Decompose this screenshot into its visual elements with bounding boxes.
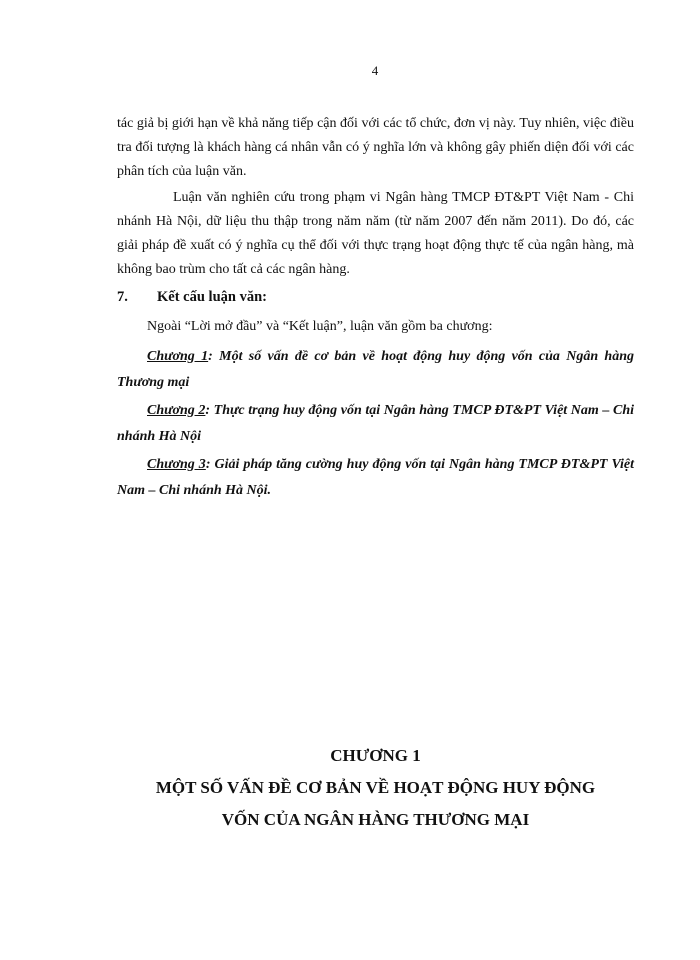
- section-title: Kết cấu luận văn:: [157, 289, 267, 305]
- paragraph-continuation: tác giả bị giới hạn về khả năng tiếp cận đối với các tổ chức, đơn vị này. Tuy nhiên, việc điều tra đối tượng là khách hàng cá nhân vẫn có ý nghĩa lớn và không gây phiến diện đối với các phân tích của luận văn.: [117, 116, 634, 179]
- chapter-heading: [117, 740, 634, 836]
- chapter-label-3: Chương 3: [147, 457, 206, 472]
- section-heading: [117, 284, 634, 310]
- section-number: 7.: [117, 289, 128, 305]
- chapter-heading-number: CHƯƠNG 1: [330, 746, 421, 765]
- chapter-entry-1: [117, 344, 634, 396]
- structure-intro: Ngoài “Lời mở đầu” và “Kết luận”, luận văn gồm ba chương:: [147, 319, 493, 334]
- chapter-label-2: Chương 2: [147, 403, 206, 418]
- chapter-text-3: : Giải pháp tăng cường huy động vốn tại Ngân hàng TMCP ĐT&PT Việt Nam – Chi nhánh Hà Nội.: [117, 457, 635, 498]
- page-number: 4: [371, 63, 379, 78]
- chapter-entry-2: [117, 398, 634, 450]
- chapter-label-1: Chương 1: [147, 349, 209, 364]
- chapter-text-1: : Một số vấn đề cơ bản về hoạt động huy động vốn của Ngân hàng Thương mại: [117, 349, 635, 390]
- chapter-text-2: : Thực trạng huy động vốn tại Ngân hàng TMCP ĐT&PT Việt Nam – Chi nhánh Hà Nội: [117, 403, 634, 444]
- chapter-heading-title-line1: MỘT SỐ VẤN ĐỀ CƠ BẢN VỀ HOẠT ĐỘNG HUY ĐỘNG: [155, 778, 596, 797]
- chapter-entry-3: [117, 452, 634, 504]
- document-body: [117, 112, 634, 506]
- paragraph-scope: Luận văn nghiên cứu trong phạm vi Ngân hàng TMCP ĐT&PT Việt Nam - Chi nhánh Hà Nội, dữ liệu thu thập trong năm năm (từ năm 2007 đến năm 2011). Do đó, các giải pháp đề xuất có ý nghĩa cụ thể đối với thực trạng hoạt động thực tế của ngân hàng, mà không bao trùm cho tất cả các ngân hàng.: [117, 190, 634, 277]
- chapter-heading-title-line2: VỐN CỦA NGÂN HÀNG THƯƠNG MẠI: [221, 810, 530, 829]
